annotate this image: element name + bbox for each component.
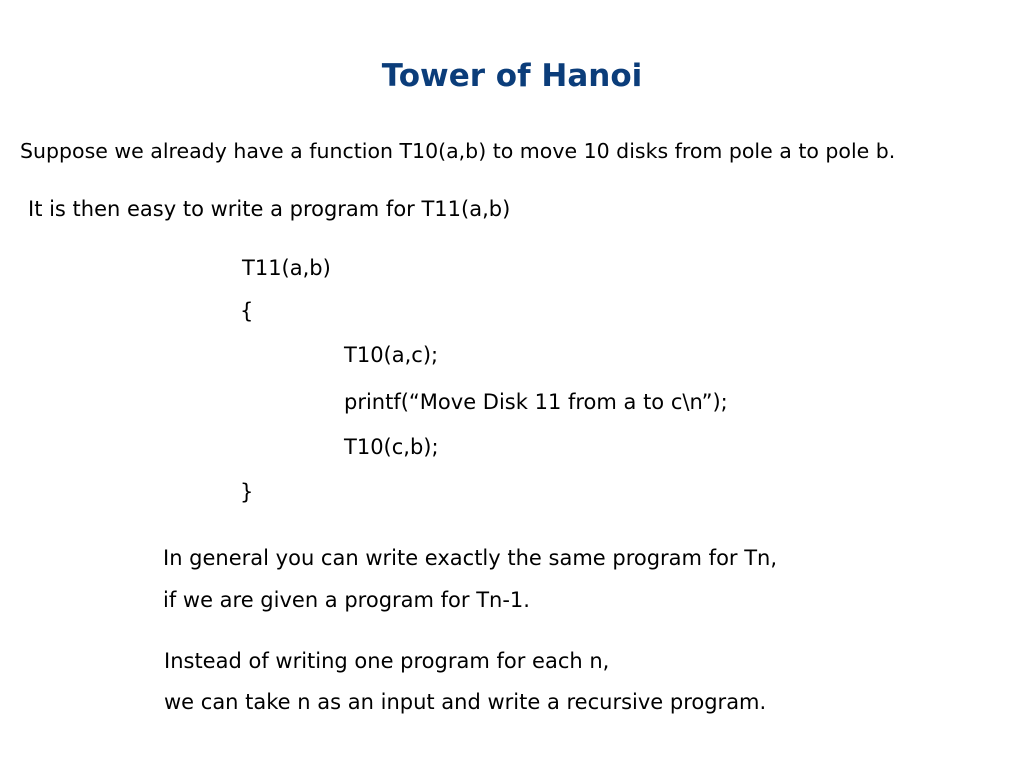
- instead-line-1: Instead of writing one program for each n,: [164, 649, 610, 673]
- instead-line-2: we can take n as an input and write a recursive program.: [164, 690, 767, 714]
- code-signature: T11(a,b): [242, 256, 331, 280]
- code-statement: T10(c,b);: [344, 435, 439, 459]
- code-close-brace: }: [240, 480, 254, 504]
- code-open-brace: {: [240, 299, 254, 323]
- code-statement: printf(“Move Disk 11 from a to c\n”);: [344, 390, 728, 414]
- slide-title: Tower of Hanoi: [381, 58, 643, 94]
- general-line-1: In general you can write exactly the same program for Tn,: [163, 546, 778, 570]
- intro-line-2: It is then easy to write a program for T11(a,b): [28, 197, 511, 221]
- code-statement: T10(a,c);: [344, 343, 439, 367]
- intro-line-1: Suppose we already have a function T10(a,b) to move 10 disks from pole a to pole b.: [20, 139, 896, 163]
- general-line-2: if we are given a program for Tn-1.: [163, 588, 530, 612]
